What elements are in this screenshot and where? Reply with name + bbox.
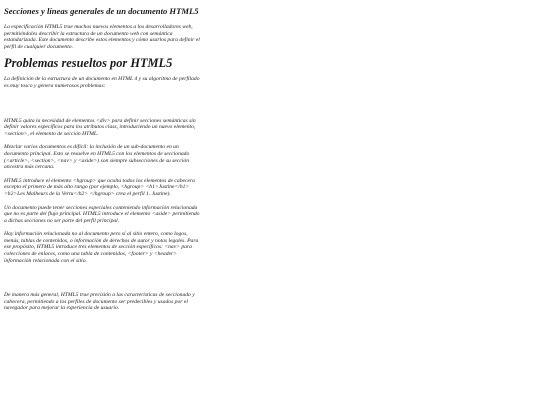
intro-paragraph: La especificación HTML5 trae muchos nuevos elementos a los desarrolladores web, permitiéndoles describir la estructura de un documento web con semántica estandarizada. Este documento describe estos elementos y cómo usarlos para definir el perfil de cualquier documento. <box>4 24 200 50</box>
problems-heading: Problemas resueltos por HTML5 <box>4 56 173 71</box>
document-page <box>4 6 536 319</box>
paragraph-section-element: HTML5 quita la necesidad de elementos <div> para definir secciones semánticas sin definir valores específicos para los atributos class, introduciendo un nuevo elemento, <section>, el elemento de sección HTML. <box>4 117 196 137</box>
problems-intro-paragraph: La definición de la estructura de un documento en HTML 4 y su algoritmo de perfilado es muy tosco y genera numerosos problemas: <box>4 76 200 89</box>
section-heading: Secciones y líneas generales de un documento HTML5 <box>4 6 199 16</box>
paragraph-mixing-documents: Mezclar varios documentos es difícil: la inclusión de un sub-documento en un documento principal. Esto se resuelve en HTML5 con los elementos de seccionado (<article>, <section>, <nav> y <aside>) son siempre subsecciones de su sección ancestra más cercana. <box>4 144 190 171</box>
paragraph-aside: Un documento puede tener secciones especiales conteniendo información relacionada que no es parte del flujo principal. HTML5 introduce el elemento <aside> permitiendo a dichas secciones no ser parte del perfil principal. <box>4 204 200 224</box>
paragraph-hgroup: HTML5 introduce el elemento <hgroup> que oculta todos los elementos de cabecera excepto el primero de más alto rango (por ejemplo, <hgroup> <h1>Justine</h1><h2>Les Malheurs de la Vertu</h2> </hgroup> crea el perfil 1. Justine). <box>4 177 195 197</box>
paragraph-nav-footer-header: Hay información relacionada no al documento pero sí al sitio entero, como logos, menús, tablas de contenidos, o información de derechos de autor y notas legales. Para ese propósito, HTML5 introduce tres elementos de sección específicos: <nav> para colecciones de enlaces, como una tabla de contenidos, <footer> y <header> información relacionada con el sitio. <box>4 231 199 264</box>
paragraph-conclusion: De manera más general, HTML5 trae precisión a las características de seccionado y cabecera, permitiendo a los perfiles de documento ser predecibles y usados por el navegador para mejorar la experiencia de usuario. <box>4 292 195 312</box>
